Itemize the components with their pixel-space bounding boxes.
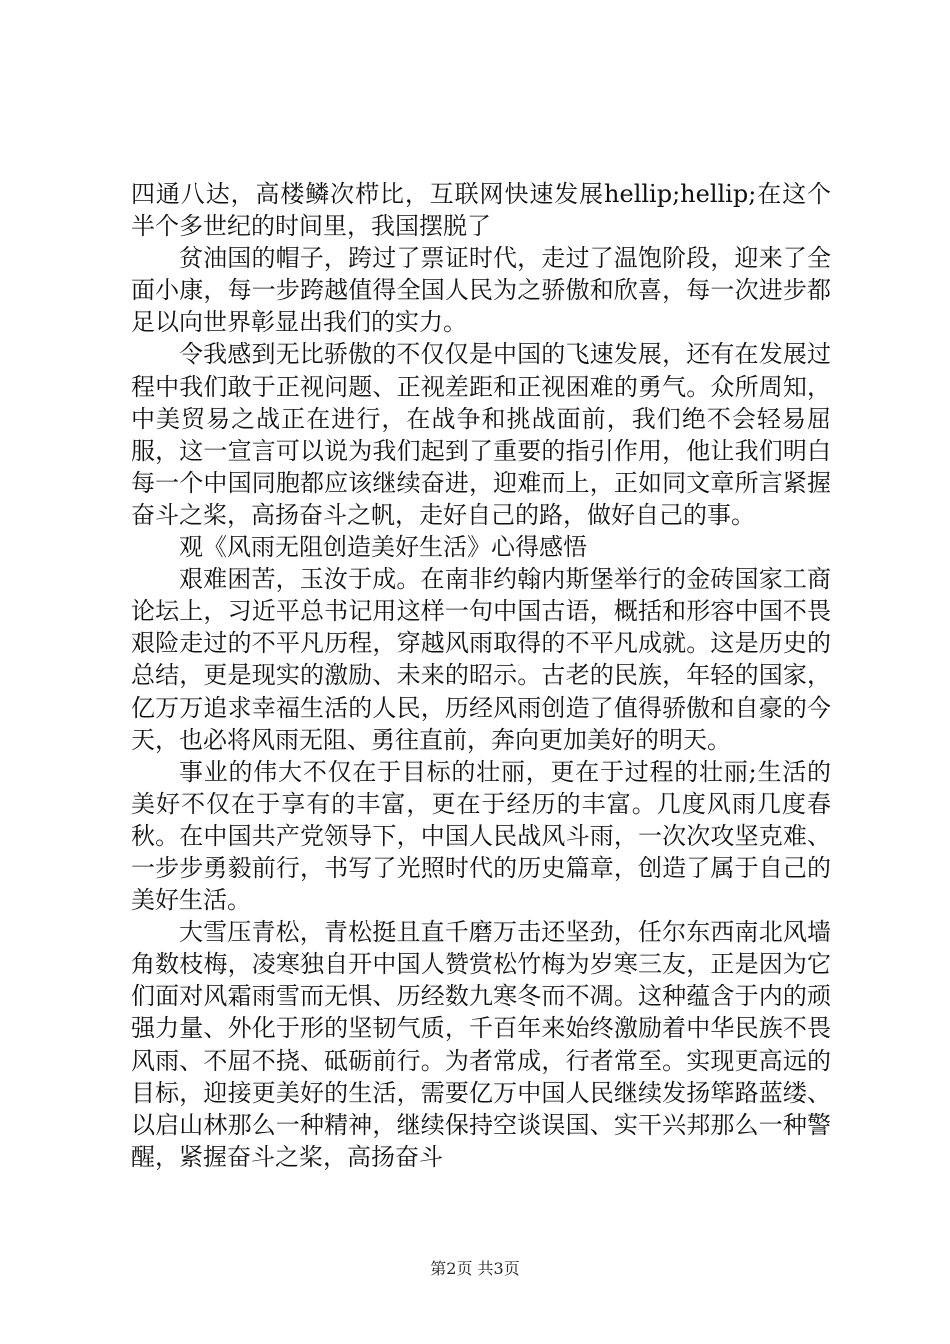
paragraph-3: 令我感到无比骄傲的不仅仅是中国的飞速发展，还有在发展过程中我们敢于正视问题、正视差距和正视困难的勇气。众所周知，中美贸易之战正在进行，在战争和挑战面前，我们绝不会轻易屈服，这一宣言可以说为我们起到了重要的指引作用，他让我们明白每一个中国同胞都应该继续奋进，迎难而上，正如同文章所言紧握奋斗之桨，高扬奋斗之帆，走好自己的路，做好自己的事。 [131,340,831,529]
page-footer: 第2页 共3页 [430,1259,520,1278]
paragraph-6: 大雪压青松，青松挺且直千磨万击还坚劲，任尔东西南北风墙角数枝梅，凌寒独自开中国人赞赏松竹梅为岁寒三友，正是因为它们面对风霜雨雪而无惧、历经数九寒冬而不凋。这种蕴含于内的顽强力量、外化于形的坚韧气质，千百年来始终激励着中华民族不畏风雨、不屈不挠、砥砺前行。为者常成，行者常至。实现更高远的目标，迎接更美好的生活，需要亿万中国人民继续发扬筚路蓝缕、以启山林那么一种精神，继续保持空谈误国、实干兴邦那么一种警醒，紧握奋斗之桨，高扬奋斗 [131,918,831,1171]
paragraph-4: 艰难困苦，玉汝于成。在南非约翰内斯堡举行的金砖国家工商论坛上，习近平总书记用这样一句中国古语，概括和形容中国不畏艰险走过的不平凡历程，穿越风雨取得的不平凡成就。这是历史的总结，更是现实的激励、未来的昭示。古老的民族，年轻的国家，亿万万追求幸福生活的人民，历经风雨创造了值得骄傲和自豪的今天，也必将风雨无阻、勇往直前，奔向更加美好的明天。 [131,565,831,754]
paragraph-1: 四通八达，高楼鳞次栉比，互联网快速发展hellip;hellip;在这个半个多世纪的时间里，我国摆脱了 [131,180,831,241]
paragraph-5: 事业的伟大不仅在于目标的壮丽，更在于过程的壮丽;生活的美好不仅在于享有的丰富，更在于经历的丰富。几度风雨几度春秋。在中国共产党领导下，中国人民战风斗雨，一次次攻坚克难、一步步勇毅前行，书写了光照时代的历史篇章，创造了属于自己的美好生活。 [131,757,831,915]
paragraph-2: 贫油国的帽子，跨过了票证时代，走过了温饱阶段，迎来了全面小康，每一步跨越值得全国人民为之骄傲和欣喜，每一次进步都足以向世界彰显出我们的实力。 [131,244,831,337]
section-heading: 观《风雨无阻创造美好生活》心得感悟 [179,533,587,562]
document-body [131,178,831,1173]
